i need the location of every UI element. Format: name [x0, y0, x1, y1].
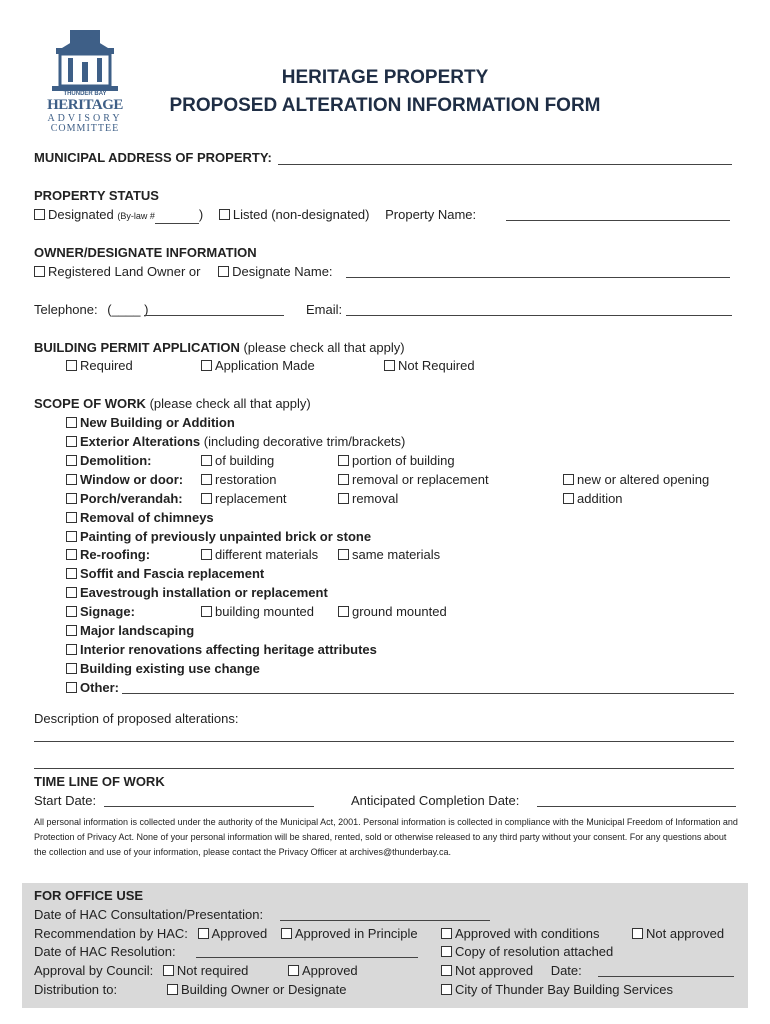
- scope-landscaping: [66, 623, 194, 639]
- approved-conditions-checkbox[interactable]: [441, 928, 452, 939]
- owner-row: [34, 264, 333, 280]
- different-materials-checkbox[interactable]: [201, 549, 212, 560]
- scope-porch: [66, 491, 183, 507]
- exterior-label: Exterior Alterations: [80, 434, 201, 449]
- reroofing-checkbox[interactable]: [66, 549, 77, 560]
- demolition-of-building: [201, 453, 274, 469]
- privacy-notice: All personal information is collected under the authority of the Municipal Act, 2001. Personal information is collected in compliance with the Municipal Freedom of Information and Protection of Privacy Act. None of your personal information will be shared, rented, sold or otherwise released to any third party without your consent. For any questions about the collection and use of your information, please contact the Privacy Officer at archives@thunderbay.ca.: [34, 817, 738, 857]
- form-title-line2: PROPOSED ALTERATION INFORMATION FORM: [169, 95, 601, 116]
- scope-other: [66, 680, 119, 696]
- council-row: [34, 963, 248, 979]
- permit-required-checkbox[interactable]: [66, 360, 77, 371]
- chimneys-checkbox[interactable]: [66, 512, 77, 523]
- resolution-date-label: Date of HAC Resolution:: [34, 944, 176, 959]
- designated-checkbox[interactable]: [34, 209, 45, 220]
- soffit-checkbox[interactable]: [66, 568, 77, 579]
- signage-checkbox[interactable]: [66, 606, 77, 617]
- new-opening-checkbox[interactable]: [563, 474, 574, 485]
- porch-checkbox[interactable]: [66, 493, 77, 504]
- city-services-label: City of Thunder Bay Building Services: [455, 982, 673, 997]
- porch-replacement-label: replacement: [215, 491, 287, 506]
- approved-conditions-label: Approved with conditions: [455, 926, 600, 941]
- council-not-required-label: Not required: [176, 963, 249, 978]
- new-opening-label: new or altered opening: [577, 472, 710, 487]
- copy-resolution-checkbox[interactable]: [441, 946, 452, 957]
- permit-required-label: Required: [80, 358, 133, 373]
- scope-reroofing: [66, 547, 150, 563]
- scope-exterior: [66, 434, 405, 450]
- porch-addition-label: addition: [577, 491, 623, 506]
- owner-designate-label: Building Owner or Designate: [181, 982, 347, 997]
- of-building-checkbox[interactable]: [201, 455, 212, 466]
- reroofing-label: Re-roofing:: [80, 547, 151, 562]
- hac-not-approved: [632, 926, 724, 942]
- permit-required: [66, 358, 133, 374]
- landscaping-checkbox[interactable]: [66, 625, 77, 636]
- painting-label: Painting of previously unpainted brick or stone: [80, 529, 372, 544]
- approved-checkbox[interactable]: [198, 928, 209, 939]
- property-status-heading: PROPERTY STATUS: [34, 188, 159, 203]
- description-label: Description of proposed alterations:: [34, 711, 239, 726]
- scope-hint: (please check all that apply): [149, 396, 311, 411]
- council-approved: [288, 963, 358, 979]
- landscaping-label: Major landscaping: [80, 623, 195, 638]
- resolution-date-field[interactable]: [196, 945, 418, 958]
- scope-new-building: [66, 415, 235, 431]
- painting-checkbox[interactable]: [66, 531, 77, 542]
- registered-owner-checkbox[interactable]: [34, 266, 45, 277]
- other-field[interactable]: [122, 681, 734, 694]
- logo: [40, 28, 130, 136]
- scope-eavestrough: [66, 585, 328, 601]
- signage-building-mounted: [201, 604, 314, 620]
- scope-use-change: [66, 661, 260, 677]
- not-required-label: Not Required: [398, 358, 475, 373]
- porch-removal-label: removal: [352, 491, 399, 506]
- owner-heading: OWNER/DESIGNATE INFORMATION: [34, 245, 257, 260]
- property-status-row: [34, 207, 476, 224]
- scope-soffit: [66, 566, 264, 582]
- window-removal-replacement: [338, 472, 489, 488]
- owner-designate-checkbox[interactable]: [167, 984, 178, 995]
- property-name-field[interactable]: [506, 208, 730, 221]
- start-date-field[interactable]: [104, 794, 314, 807]
- scope-window-door: [66, 472, 183, 488]
- signage-ground-mounted: [338, 604, 447, 620]
- approved-label: Approved: [211, 926, 268, 941]
- porch-addition: [563, 491, 623, 507]
- form-title-line1: HERITAGE PROPERTY: [281, 67, 489, 88]
- scope-demolition: [66, 453, 152, 469]
- not-required-checkbox[interactable]: [384, 360, 395, 371]
- new-building-label: New Building or Addition: [80, 415, 235, 430]
- logo-line4: COMMITTEE: [50, 123, 120, 134]
- ground-mounted-label: ground mounted: [352, 604, 447, 619]
- removal-replacement-checkbox[interactable]: [338, 474, 349, 485]
- hac-consultation-label: Date of HAC Consultation/Presentation:: [34, 907, 264, 922]
- exterior-checkbox[interactable]: [66, 436, 77, 447]
- property-name-label: Property Name:: [385, 207, 477, 222]
- copy-resolution: [441, 944, 613, 960]
- demolition-checkbox[interactable]: [66, 455, 77, 466]
- telephone-row: [34, 302, 148, 318]
- council-not-approved-label: Not approved: [455, 963, 534, 978]
- same-materials-label: same materials: [352, 547, 441, 562]
- signage-label: Signage:: [80, 604, 135, 619]
- hac-consultation-field[interactable]: [280, 908, 490, 921]
- restoration-checkbox[interactable]: [201, 474, 212, 485]
- designate-checkbox[interactable]: [218, 266, 229, 277]
- council-label: Approval by Council:: [34, 963, 154, 978]
- approved-principle-label: Approved in Principle: [294, 926, 418, 941]
- telephone-field[interactable]: [144, 303, 284, 316]
- telephone-area: (____ ): [107, 302, 149, 317]
- telephone-label: Telephone:: [34, 302, 98, 317]
- demolition-portion: [338, 453, 455, 469]
- municipal-address-field[interactable]: [278, 152, 732, 165]
- logo-line2: HERITAGE: [47, 97, 123, 113]
- email-label: Email:: [306, 302, 343, 317]
- porch-label: Porch/verandah:: [80, 491, 183, 506]
- distribution-city: [441, 982, 673, 998]
- municipal-address-text: MUNICIPAL ADDRESS OF PROPERTY:: [34, 150, 272, 165]
- permit-hint: (please check all that apply): [243, 340, 405, 355]
- window-door-label: Window or door:: [80, 472, 184, 487]
- logo-line3: ADVISORY: [47, 113, 123, 124]
- portion-building-checkbox[interactable]: [338, 455, 349, 466]
- council-not-approved: [441, 963, 582, 979]
- approved-conditions: [441, 926, 600, 942]
- other-label: Other:: [80, 680, 119, 695]
- email-field[interactable]: [346, 303, 732, 316]
- permit-not-required: [384, 358, 475, 374]
- restoration-label: restoration: [215, 472, 277, 487]
- window-new-opening: [563, 472, 709, 488]
- heritage-building-logo-icon: [40, 28, 130, 92]
- designate-name-field[interactable]: [346, 265, 730, 278]
- of-building-label: of building: [215, 453, 275, 468]
- copy-resolution-label: Copy of resolution attached: [455, 944, 614, 959]
- ground-mounted-checkbox[interactable]: [338, 606, 349, 617]
- reroofing-same: [338, 547, 440, 563]
- council-approved-label: Approved: [302, 963, 358, 978]
- office-heading: FOR OFFICE USE: [34, 888, 144, 903]
- scope-painting: [66, 529, 371, 545]
- bylaw-number-field[interactable]: [155, 211, 199, 224]
- description-line-2[interactable]: [34, 756, 734, 769]
- removal-replacement-label: removal or replacement: [352, 472, 489, 487]
- designated-label: Designated: [48, 207, 114, 222]
- eavestrough-label: Eavestrough installation or replacement: [80, 585, 328, 600]
- building-mounted-checkbox[interactable]: [201, 606, 212, 617]
- exterior-hint: (including decorative trim/brackets): [203, 434, 406, 449]
- council-not-approved-checkbox[interactable]: [441, 965, 452, 976]
- bylaw-close: ): [198, 207, 204, 222]
- council-approved-checkbox[interactable]: [288, 965, 299, 976]
- scope-chimneys: [66, 510, 214, 526]
- porch-addition-checkbox[interactable]: [563, 493, 574, 504]
- use-change-checkbox[interactable]: [66, 663, 77, 674]
- recommendation-row: [34, 926, 418, 942]
- listed-checkbox[interactable]: [219, 209, 230, 220]
- porch-replacement: [201, 491, 287, 507]
- listed-label: Listed (non-designated): [232, 207, 370, 222]
- use-change-label: Building existing use change: [80, 661, 260, 676]
- description-line-1[interactable]: [34, 729, 734, 742]
- start-date-label: Start Date:: [34, 793, 97, 808]
- interior-label: Interior renovations affecting heritage attributes: [80, 642, 377, 657]
- completion-date-label: Anticipated Completion Date:: [351, 793, 520, 808]
- porch-replacement-checkbox[interactable]: [201, 493, 212, 504]
- chimneys-label: Removal of chimneys: [80, 510, 214, 525]
- different-materials-label: different materials: [215, 547, 319, 562]
- completion-date-field[interactable]: [537, 794, 736, 807]
- porch-removal: [338, 491, 398, 507]
- bylaw-label: (By-law #: [117, 211, 155, 221]
- hac-not-approved-label: Not approved: [646, 926, 725, 941]
- designate-label: Designate Name:: [232, 264, 333, 279]
- scope-heading-row: [34, 396, 311, 412]
- other-checkbox[interactable]: [66, 682, 77, 693]
- new-building-checkbox[interactable]: [66, 417, 77, 428]
- permit-application-made: [201, 358, 315, 374]
- portion-building-label: portion of building: [352, 453, 455, 468]
- scope-signage: [66, 604, 135, 620]
- application-made-checkbox[interactable]: [201, 360, 212, 371]
- logo-line1: THUNDER BAY: [63, 91, 107, 97]
- council-not-required-checkbox[interactable]: [163, 965, 174, 976]
- porch-removal-checkbox[interactable]: [338, 493, 349, 504]
- permit-heading: BUILDING PERMIT APPLICATION: [34, 340, 240, 355]
- building-mounted-label: building mounted: [215, 604, 315, 619]
- hac-not-approved-checkbox[interactable]: [632, 928, 643, 939]
- window-door-checkbox[interactable]: [66, 474, 77, 485]
- scope-heading: SCOPE OF WORK: [34, 396, 146, 411]
- municipal-address-label: [34, 150, 272, 166]
- demolition-label: Demolition:: [80, 453, 152, 468]
- eavestrough-checkbox[interactable]: [66, 587, 77, 598]
- soffit-label: Soffit and Fascia replacement: [80, 566, 265, 581]
- application-made-label: Application Made: [215, 358, 315, 373]
- council-date-field[interactable]: [598, 964, 734, 977]
- interior-checkbox[interactable]: [66, 644, 77, 655]
- same-materials-checkbox[interactable]: [338, 549, 349, 560]
- distribution-label: Distribution to:: [34, 982, 118, 997]
- scope-interior: [66, 642, 377, 658]
- distribution-owner: [167, 982, 346, 998]
- city-services-checkbox[interactable]: [441, 984, 452, 995]
- council-date-label: Date:: [550, 963, 582, 978]
- timeline-heading: TIME LINE OF WORK: [34, 774, 165, 789]
- permit-heading-row: [34, 340, 405, 356]
- recommendation-label: Recommendation by HAC:: [34, 926, 188, 941]
- approved-principle-checkbox[interactable]: [281, 928, 292, 939]
- reroofing-different: [201, 547, 318, 563]
- window-restoration: [201, 472, 276, 488]
- registered-owner-label: Registered Land Owner or: [48, 264, 201, 279]
